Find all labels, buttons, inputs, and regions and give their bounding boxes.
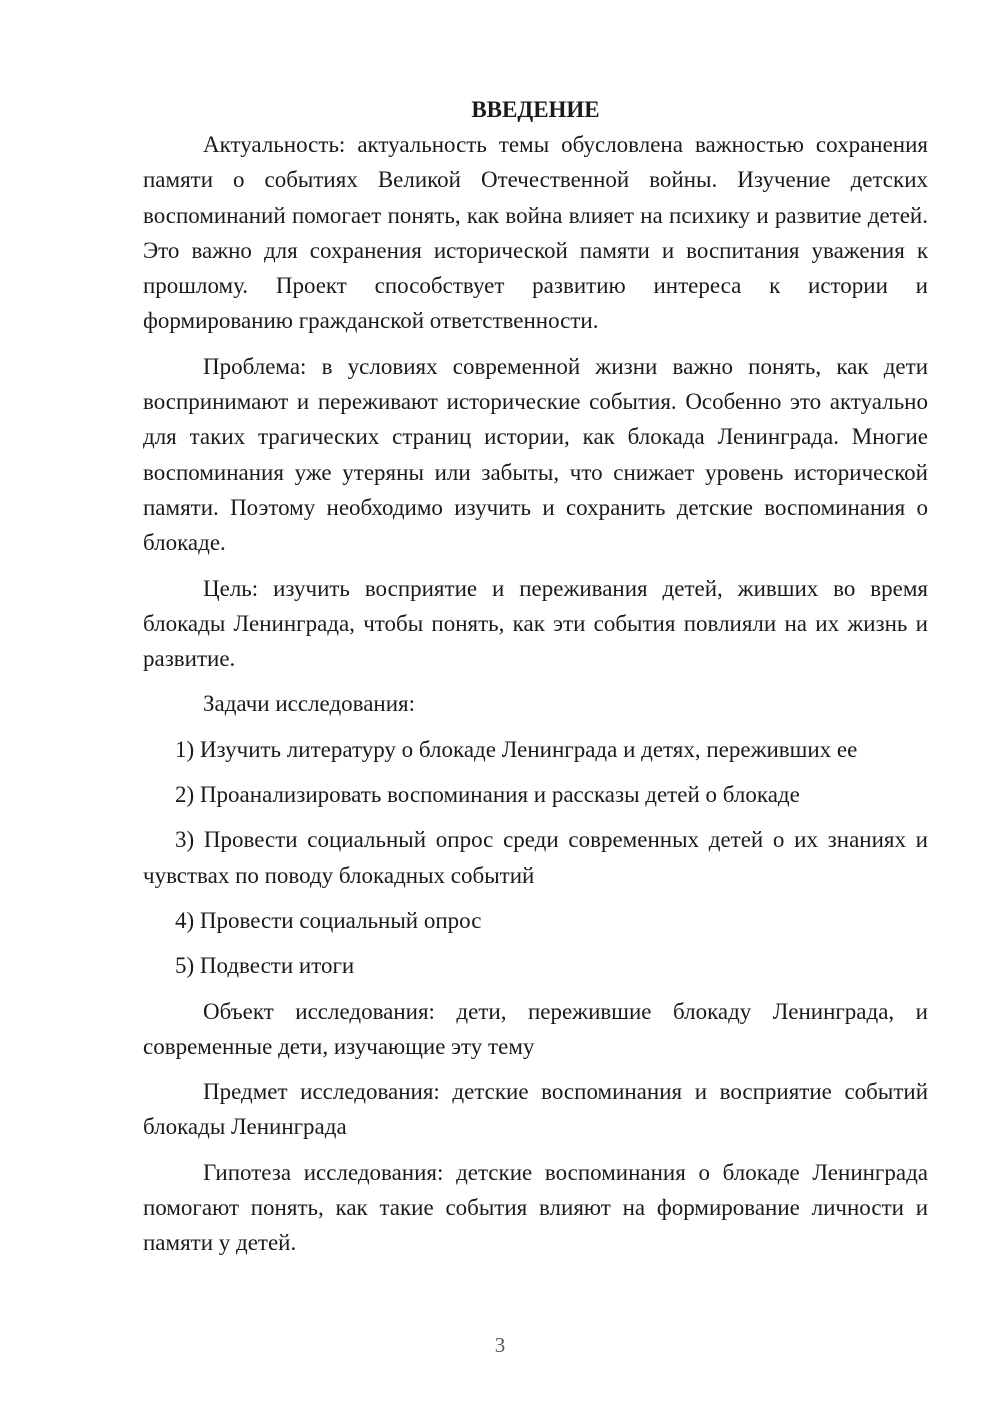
- task-item: 2) Проанализировать воспоминания и рассказы детей о блокаде: [175, 782, 800, 808]
- tasks-heading: Задачи исследования:: [203, 691, 416, 717]
- problem-paragraph: Проблема: в условиях современной жизни важно понять, как дети воспринимают и переживают исторические события. Особенно это актуально для таких трагических страниц истории, как блокада Ленинграда. Многие воспоминания уже утеряны или забыты, что снижает уровень исторической памяти. Поэтому необходимо изучить и сохранить детские воспоминания о блокаде.: [143, 353, 928, 556]
- task-item: 4) Провести социальный опрос: [175, 907, 482, 933]
- page-number: 3: [494, 1333, 506, 1357]
- relevance-paragraph: Актуальность: актуальность темы обусловлена важностью сохранения памяти о событиях Великой Отечественной войны. Изучение детских воспоминаний помогает понять, как война влияет на психику и развитие детей. Это важно для сохранения исторической памяти и воспитания уважения к прошлому. Проект способствует развитию интереса к истории и формированию гражданской ответственности.: [143, 132, 928, 334]
- object-paragraph: Объект исследования: дети, пережившие блокаду Ленинграда, и современные дети, изучающие эту тему: [143, 998, 928, 1059]
- hypothesis-paragraph: Гипотеза исследования: детские воспоминания о блокаде Ленинграда помогают понять, как такие события влияют на формирование личности и памяти у детей.: [143, 1159, 928, 1256]
- task-item: 3) Провести социальный опрос среди современных детей о их знаниях и чувствах по поводу блокадных событий: [143, 827, 928, 888]
- page-title: ВВЕДЕНИЕ: [471, 97, 600, 122]
- task-item: 5) Подвести итоги: [175, 953, 355, 979]
- goal-paragraph: Цель: изучить восприятие и переживания детей, живших во время блокады Ленинграда, чтобы понять, как эти события повлияли на их жизнь и развитие.: [143, 575, 928, 672]
- task-item: 1) Изучить литературу о блокаде Ленинграда и детях, переживших ее: [175, 736, 858, 762]
- subject-paragraph: Предмет исследования: детские воспоминания и восприятие событий блокады Ленинграда: [143, 1079, 928, 1140]
- document-page: [143, 92, 928, 1271]
